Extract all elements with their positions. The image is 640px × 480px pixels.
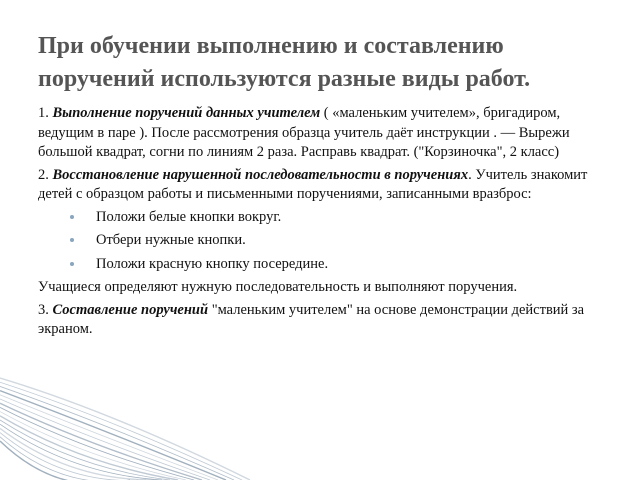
list-item-text: Положи белые кнопки вокруг.: [96, 208, 282, 225]
decorative-line: [0, 395, 218, 480]
item-3-term: Составление поручений: [52, 301, 209, 318]
bullet-icon: [70, 215, 74, 219]
item-2-text: . Учитель знакомит детей с образцом работы и письменными поручениями, записанными вразброс:: [38, 166, 588, 202]
summary-paragraph: Учащиеся определяют нужную последовательность и выполняют поручения.: [38, 279, 518, 295]
bullet-icon: [70, 262, 74, 266]
item-2-term: Восстановление нарушенной последовательности в поручениях: [52, 166, 469, 183]
list-item: [70, 208, 604, 228]
decorative-line: [0, 403, 202, 480]
paragraph-item-3: [38, 301, 604, 340]
slide-title: При обучении выполнению и составлению поручений используются разные виды работ.: [38, 33, 531, 92]
list-item: [70, 231, 604, 251]
item-1-number: 1.: [38, 105, 49, 121]
paragraph-item-1: [38, 104, 604, 163]
item-3-number: 3.: [38, 301, 49, 318]
list-item-text: Отбери нужные кнопки.: [96, 232, 246, 248]
instruction-list: [38, 208, 604, 275]
item-3-text: "маленьким учителем" на основе демонстрации действий за экраном.: [38, 301, 585, 337]
bullet-icon: [70, 238, 74, 242]
list-item-text: Положи красную кнопку посередине.: [96, 255, 329, 272]
decorative-line-group: [0, 378, 250, 480]
decorative-line: [0, 399, 210, 480]
list-item: [70, 255, 604, 275]
item-2-number: 2.: [38, 166, 49, 183]
slide-content: [38, 104, 604, 343]
decorative-line: [0, 378, 250, 480]
item-1-text: ( «маленьким учителем», бригадиром, ведущим в паре ). После рассмотрения образца учитель даёт инструкции . — Вырежи большой квадрат, согни по линиям 2 раза. Расправь квадрат. ("Корзиночка", 2 класс): [38, 105, 570, 160]
decorative-line: [0, 382, 242, 480]
paragraph-item-2: [38, 166, 604, 205]
decorative-lines: [0, 370, 640, 480]
item-1-term: Выполнение поручений данных учителем: [52, 105, 321, 121]
